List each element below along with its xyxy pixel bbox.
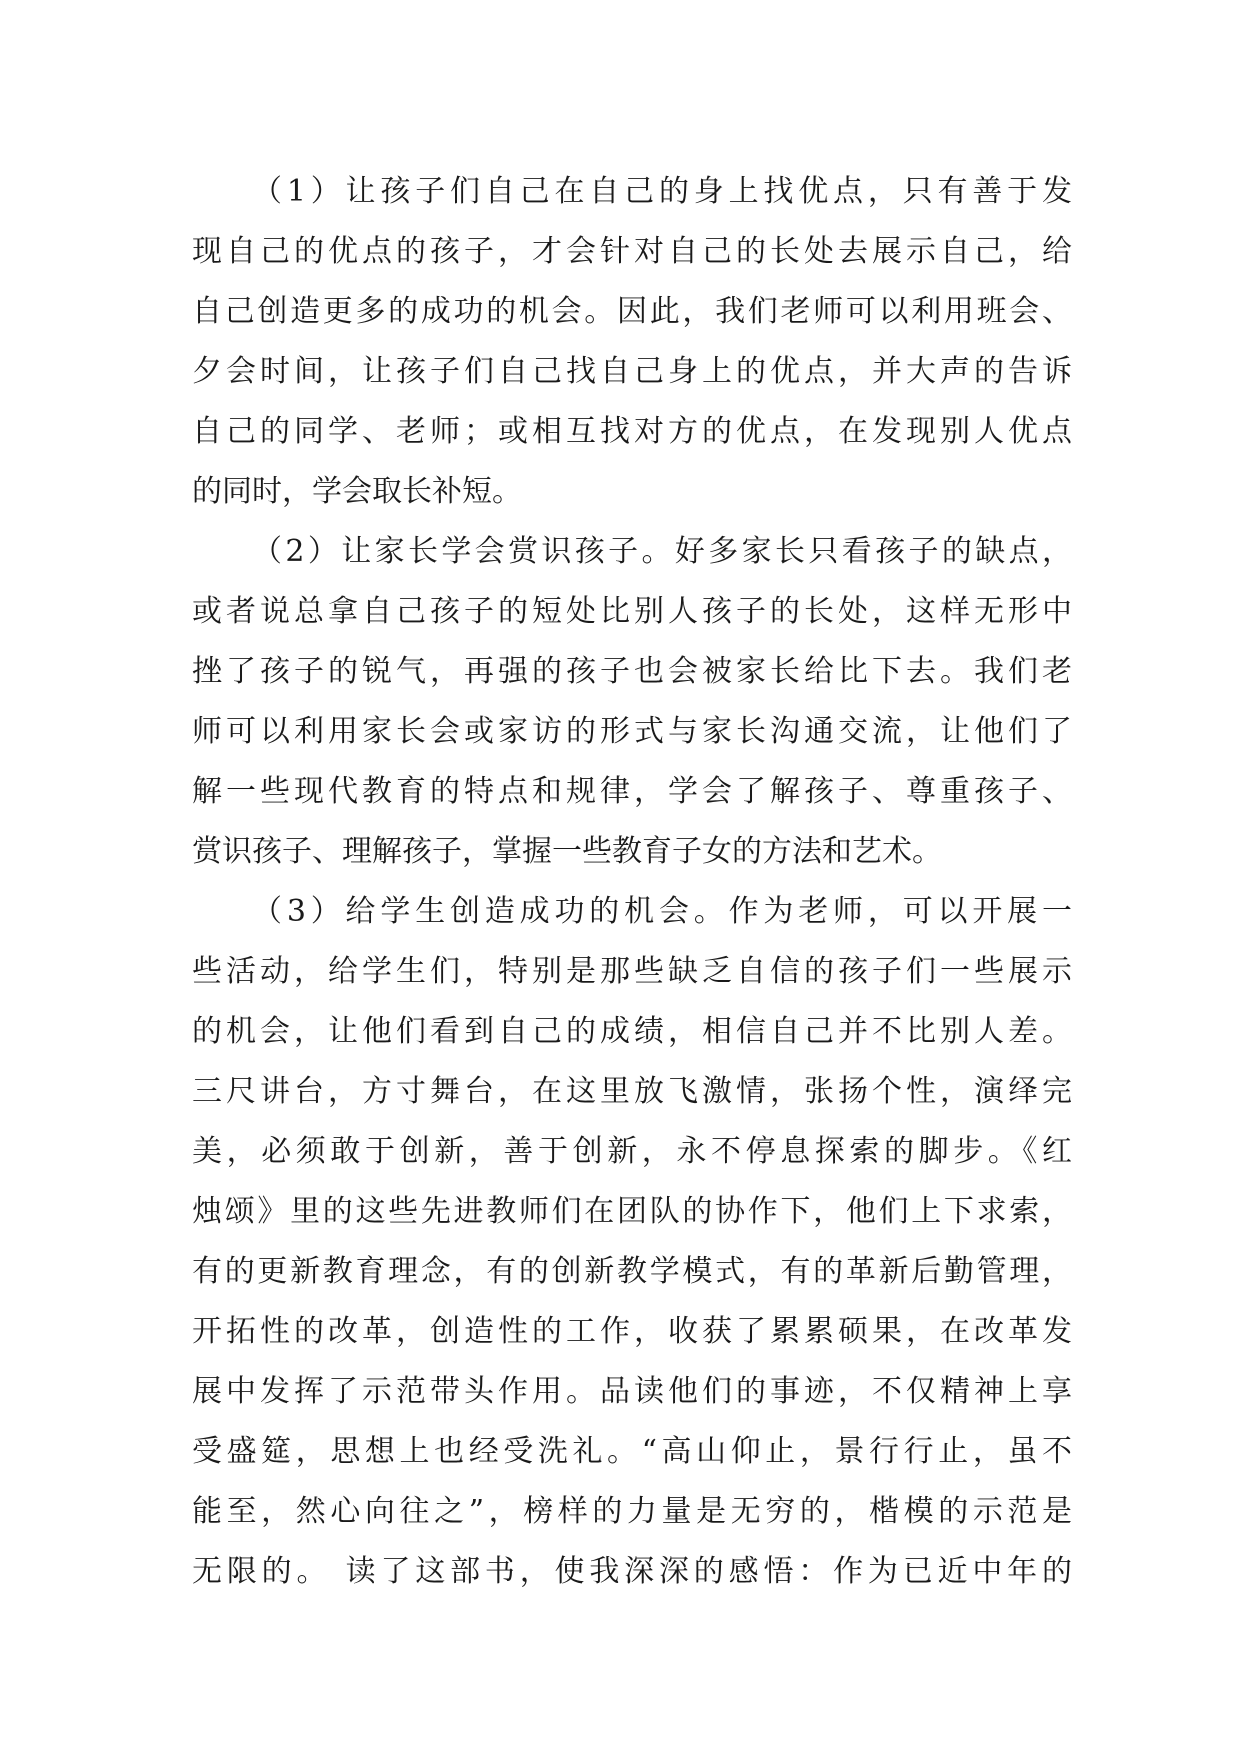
paragraph-3-line-4: 三尺讲台，方寸舞台，在这里放飞激情，张扬个性，演绎完 bbox=[192, 1074, 1072, 1109]
paragraph-3-line-2: 些活动，给学生们，特别是那些缺乏自信的孩子们一些展示 bbox=[192, 954, 1072, 989]
paragraph-2-line-6: 赏识孩子、理解孩子，掌握一些教育子女的方法和艺术。 bbox=[192, 834, 942, 869]
paragraph-2-line-2: 或者说总拿自己孩子的短处比别人孩子的长处，这样无形中 bbox=[192, 594, 1072, 629]
paragraph-1-line-5: 自己的同学、老师；或相互找对方的优点，在发现别人优点 bbox=[192, 414, 1072, 449]
paragraph-3-line-7: 有的更新教育理念，有的创新教学模式，有的革新后勤管理， bbox=[192, 1254, 1072, 1289]
paragraph-1-line-3: 自己创造更多的成功的机会。因此，我们老师可以利用班会、 bbox=[192, 294, 1072, 329]
paragraph-1-line-1: （1）让孩子们自己在自己的身上找优点，只有善于发 bbox=[252, 174, 1072, 209]
paragraph-3-line-8: 开拓性的改革，创造性的工作，收获了累累硕果，在改革发 bbox=[192, 1314, 1072, 1349]
paragraph-1-line-6: 的同时，学会取长补短。 bbox=[192, 474, 522, 509]
paragraph-2-line-5: 解一些现代教育的特点和规律，学会了解孩子、尊重孩子、 bbox=[192, 774, 1072, 809]
paragraph-1-line-2: 现自己的优点的孩子，才会针对自己的长处去展示自己，给 bbox=[192, 234, 1072, 269]
paragraph-2-line-1: （2）让家长学会赏识孩子。好多家长只看孩子的缺点， bbox=[252, 534, 1072, 569]
paragraph-1-line-4: 夕会时间，让孩子们自己找自己身上的优点，并大声的告诉 bbox=[192, 354, 1072, 389]
paragraph-3-line-3: 的机会，让他们看到自己的成绩，相信自己并不比别人差。 bbox=[192, 1014, 1072, 1049]
document-body bbox=[192, 162, 1072, 1602]
paragraph-3-line-11: 能至，然心向往之”，榜样的力量是无穷的，楷模的示范是 bbox=[192, 1494, 1072, 1529]
paragraph-3-line-6: 烛颂》里的这些先进教师们在团队的协作下，他们上下求索， bbox=[192, 1194, 1072, 1229]
paragraph-2-line-4: 师可以利用家长会或家访的形式与家长沟通交流，让他们了 bbox=[192, 714, 1072, 749]
paragraph-3-line-5: 美，必须敢于创新，善于创新，永不停息探索的脚步。《红 bbox=[192, 1134, 1072, 1169]
paragraph-3-line-12: 无限的。 读了这部书，使我深深的感悟：作为已近中年的 bbox=[192, 1554, 1072, 1589]
paragraph-3-line-9: 展中发挥了示范带头作用。品读他们的事迹，不仅精神上享 bbox=[192, 1374, 1072, 1409]
paragraph-2-line-3: 挫了孩子的锐气，再强的孩子也会被家长给比下去。我们老 bbox=[192, 654, 1072, 689]
paragraph-3-line-10: 受盛筵，思想上也经受洗礼。“高山仰止，景行行止，虽不 bbox=[192, 1434, 1072, 1469]
paragraph-3-line-1: （3）给学生创造成功的机会。作为老师，可以开展一 bbox=[252, 894, 1072, 929]
